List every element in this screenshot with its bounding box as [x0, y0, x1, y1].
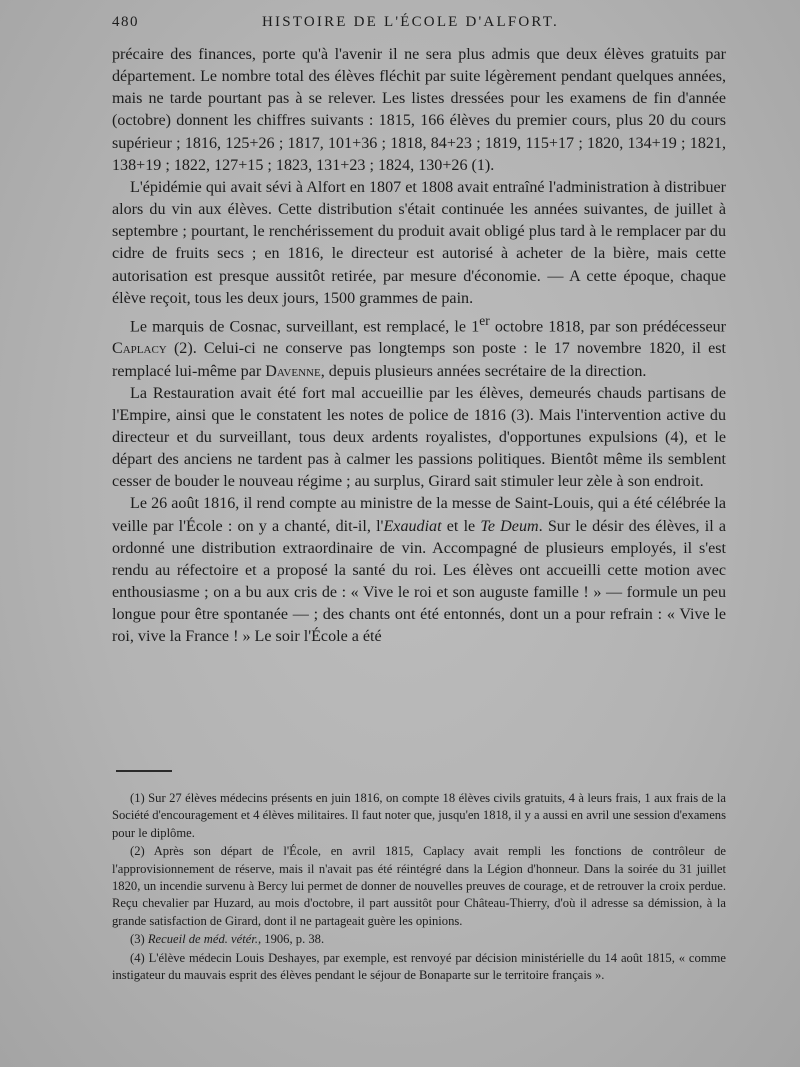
text-run: (1) Sur 27 élèves médecins présents en juin 1816, on compte 18 élèves civils gratuits, 4 à leurs frais, 1 aux frais de la Société d'encouragement et 4 élèves militaires. Il faut noter que, jusqu'en 1818, il y a aussi en avril une session d'examens pour le diplôme.: [112, 791, 726, 840]
paragraph: [112, 493, 726, 648]
page-header: [112, 14, 726, 40]
paragraph: précaire des finances, porte qu'à l'avenir il ne sera plus admis que deux élèves gratuits par département. Le nombre total des élèves fléchit par suite légèrement pendant quelques années, mais ne tarde pourtant pas à se relever. Les listes dressées pour les examens de fin d'année (octobre) donnent les chiffres suivants : 1815, 166 élèves du premier cours, plus 20 du cours supérieur ; 1816, 125+26 ; 1817, 101+36 ; 1818, 84+23 ; 1819, 115+17 ; 1820, 134+19 ; 1821, 138+19 ; 1822, 127+15 ; 1823, 131+23 ; 1824, 130+26 (1).: [112, 46, 726, 174]
footnote: [112, 843, 726, 930]
text-run-sc: Davenne: [265, 362, 321, 380]
paragraph: [112, 310, 726, 383]
text-run: octobre 1818, par son prédécesseur: [489, 318, 727, 336]
text-run: et le: [441, 517, 481, 535]
footnote: [112, 950, 726, 985]
paragraph: La Restauration avait été fort mal accueillie par les élèves, demeurés chauds partisans de l'Empire, ainsi que le constatent les notes de police de 1816 (3). Mais l'intervention active du directeur et du surveillant, tous deux ardents royalistes, d'opportunes expulsions (4), et le départ des anciens ne tardent pas à calmer les passions politiques. Bientôt même ils semblent cesser de bouder le nouveau régime ; au surplus, Girard sait stimuler leur zèle à son endroit.: [112, 384, 726, 491]
text-run-sup: er: [479, 312, 490, 328]
text-run-ital: Recueil de méd. vétér.: [147, 932, 258, 947]
text-run-ital: Exaudiat: [383, 517, 442, 535]
text-run: , 1906, p. 38.: [257, 932, 325, 947]
text-run-sc: Caplacy: [112, 340, 167, 358]
footnote: [112, 931, 726, 948]
text-run: Le marquis de Cosnac, surveillant, est remplacé, le 1: [130, 318, 480, 336]
text-run: (4) L'élève médecin Louis Deshayes, par exemple, est renvoyé par décision ministérielle du 14 août 1815, « comme instigateur du mauvais esprit des élèves pendant le séjour de Bonaparte sur le territoire français ».: [112, 950, 726, 983]
text-run: , depuis plusieurs années secrétaire de la direction.: [320, 362, 647, 380]
body-text: [112, 44, 726, 649]
text-run: Le 26 août 1816, il rend compte au ministre de la messe de Saint-Louis, qui a été célébrée la veille par l'École : on y a chanté, dit-il, l': [112, 495, 726, 535]
footnote-rule: [116, 770, 172, 772]
paragraph: L'épidémie qui avait sévi à Alfort en 1807 et 1808 avait entraîné l'administration à distribuer alors du vin aux élèves. Cette distribution s'était continuée les années suivantes, de juillet à septembre ; pourtant, le renchérissement du produit avait obligé plus tard à le remplacer par du cidre de fruits secs ; en 1816, le directeur est autorisé à acheter de la bière, mais cette autorisation est presque aussitôt retirée, par mesure d'économie. — A cette époque, chaque élève reçoit, tous les deux jours, 1500 grammes de pain.: [112, 178, 726, 307]
text-run: (3): [130, 932, 148, 947]
text-run-ital: Te Deum: [480, 517, 539, 535]
footnote: [112, 790, 726, 842]
text-run: (2) Après son départ de l'École, en avril 1815, Caplacy avait rempli les fonctions de contrôleur de l'approvisionnement de réserve, mais il n'avait pas été réintégré dans la Légion d'honneur. Dans la soirée du 31 juillet 1820, un incendie survenu à Bercy lui permet de donner de nouvelles preuves de courage, et de retrouver la croix perdue. Reçu chevalier par Huzard, au mois d'octobre, il part aussitôt pour Château-Thierry, d'où il adresse sa démission, à la grande satisfaction de Girard, dont il ne partageait guère les opinions.: [112, 844, 726, 928]
page-number: 480: [112, 14, 139, 30]
text-run: . Sur le désir des élèves, il a ordonné une distribution extraordinaire de vin. Accompagné de plusieurs employés, il s'est rendu au réfectoire et a proposé la santé du roi. Les élèves ont accueilli cette motion avec enthousiasme ; on a bu aux cris de : « Vive le roi et son auguste famille ! » — formule un peu longue pour être spontanée — ; des chants ont été entonnés, dont un a pour refrain : « Vive le roi, vive la France ! » Le soir l'École a été: [112, 517, 726, 646]
running-title: HISTOIRE DE L'ÉCOLE D'ALFORT.: [262, 14, 559, 30]
text-run: (2). Celui-ci ne conserve pas longtemps son poste : le 17 novembre 1820, il est remplacé lui-même par: [112, 340, 726, 380]
footnotes: [112, 790, 726, 985]
